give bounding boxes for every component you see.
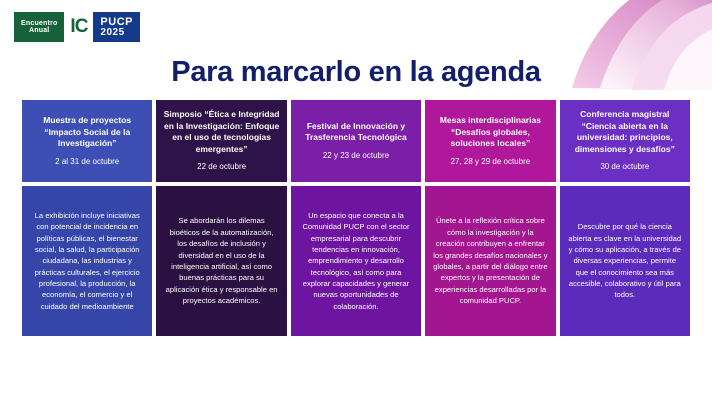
logo-ic: IC <box>64 12 93 42</box>
agenda-grid <box>22 100 690 336</box>
logo-pucp-text: PUCP <box>100 15 133 28</box>
agenda-card-body: Un espacio que conecta a la Comunidad PUCP con el sector empresarial para descubrir tendencias en innovación, emprendimiento y desarrollo tecnológico, así como para explorar capacidades y generar nuevas oportunidades de colaboración. <box>291 186 421 336</box>
agenda-card <box>425 100 555 336</box>
agenda-card-title: Festival de Innovación y Trasferencia Tecnológica <box>305 120 407 143</box>
agenda-card-date: 2 al 31 de octubre <box>55 156 120 166</box>
logo-pucp <box>93 12 140 42</box>
agenda-card-header <box>22 100 152 182</box>
brand-logo <box>14 12 140 42</box>
agenda-card-body: Se abordarán los dilemas bioéticos de la automatización, los desafíos de inclusión y diversidad en el uso de la inteligencia artificial, así como buenas prácticas para su aplicación ética y responsable en proyectos académicos. <box>156 186 286 336</box>
logo-encuentro-line2: Anual <box>28 27 50 34</box>
agenda-card-header <box>156 100 286 182</box>
logo-encuentro-anual <box>14 12 64 42</box>
agenda-card-date: 27, 28 y 29 de octubre <box>450 156 531 166</box>
logo-pucp-year: 2025 <box>100 26 125 38</box>
agenda-card-date: 22 de octubre <box>197 162 247 172</box>
agenda-card <box>291 100 421 336</box>
agenda-card-date: 30 de octubre <box>600 162 650 172</box>
agenda-card-body: Descubre por qué la ciencia abierta es clave en la universidad y cómo su aplicación, a través de diversas experiencias, permite que el conocimiento sea más accesible, colaborativo y útil para todos. <box>560 186 690 336</box>
agenda-card <box>22 100 152 336</box>
agenda-card-date: 22 y 23 de octubre <box>322 150 390 160</box>
agenda-card-title: Muestra de proyectos “Impacto Social de la Investigación” <box>43 115 132 149</box>
agenda-card-header <box>560 100 690 182</box>
agenda-card <box>560 100 690 336</box>
agenda-card-body: La exhibición incluye iniciativas con potencial de incidencia en políticas públicas, el bienestar social, la salud, la participación ciudadana, las industrias y prácticas culturales, el ejercicio profesional, la producción, la economía, el comercio y el cuidado del medioambiente <box>22 186 152 336</box>
logo-encuentro-line1: Encuentro <box>21 19 58 27</box>
agenda-card <box>156 100 286 336</box>
agenda-card-title: Conferencia magistral “Ciencia abierta en la universidad: principios, dimensiones y desafíos” <box>574 109 675 154</box>
agenda-card-title: Simposio “Ética e Integridad en la Investigación: Enfoque en el uso de tecnologías emergentes” <box>163 109 280 154</box>
agenda-card-body: Únete a la reflexión crítica sobre cómo la investigación y la creación contribuyen a enfrentar los grandes desafíos nacionales y globales, a partir del diálogo entre expertos y la presentación de experiencias desarrolladas por la comunidad PUCP. <box>425 186 555 336</box>
agenda-card-header <box>425 100 555 182</box>
agenda-card-header <box>291 100 421 182</box>
page-title: Para marcarlo en la agenda <box>171 56 541 88</box>
agenda-card-title: Mesas interdisciplinarias “Desafíos globales, soluciones locales” <box>439 115 541 149</box>
